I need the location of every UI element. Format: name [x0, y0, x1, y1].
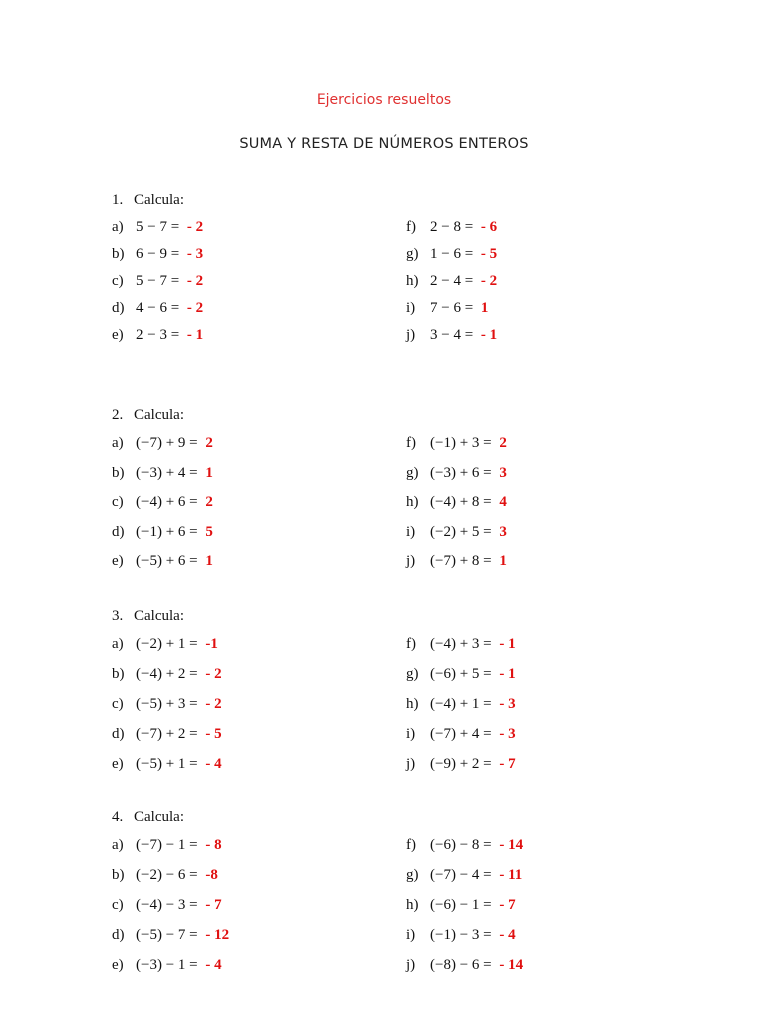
- item-label: i): [406, 927, 416, 943]
- exercise-item: [112, 927, 229, 944]
- item-label: f): [406, 435, 416, 451]
- item-answer: - 2: [186, 219, 204, 235]
- section-heading: [112, 407, 184, 424]
- item-expression: (−6) − 8 =: [430, 837, 492, 853]
- item-label: e): [112, 957, 124, 973]
- item-expression: (−7) + 9 =: [136, 435, 198, 451]
- item-label: j): [406, 957, 416, 973]
- section-label: Calcula:: [134, 192, 184, 208]
- exercise-item: [406, 927, 516, 944]
- subtitle: Ejercicios resueltos: [316, 92, 452, 108]
- item-answer: - 4: [205, 756, 222, 772]
- item-expression: (−8) − 6 =: [430, 957, 492, 973]
- item-answer: - 4: [499, 927, 516, 943]
- item-expression: (−1) − 3 =: [430, 927, 492, 943]
- section-heading: [112, 608, 184, 625]
- exercise-item: [406, 219, 497, 236]
- item-answer: 3: [499, 523, 507, 540]
- item-answer: - 11: [499, 867, 523, 883]
- item-answer: - 3: [186, 246, 204, 262]
- item-answer: - 3: [499, 696, 516, 712]
- item-answer: 2: [205, 494, 213, 510]
- item-label: d): [112, 726, 125, 742]
- item-answer: - 1: [480, 327, 498, 343]
- item-answer: - 8: [205, 837, 222, 853]
- item-answer: -1: [205, 636, 218, 652]
- item-label: h): [406, 273, 419, 289]
- item-label: c): [112, 696, 124, 712]
- item-answer: - 1: [499, 636, 516, 652]
- item-label: a): [112, 219, 124, 235]
- item-expression: 2 − 3 =: [136, 327, 180, 343]
- item-label: b): [112, 666, 125, 682]
- item-label: f): [406, 636, 416, 652]
- section-label: Calcula:: [134, 608, 184, 624]
- item-label: j): [406, 553, 416, 569]
- item-answer: 5: [205, 523, 213, 540]
- exercise-item: [112, 219, 203, 236]
- item-label: f): [406, 219, 416, 235]
- item-label: d): [112, 300, 125, 316]
- item-label: f): [406, 837, 416, 853]
- exercise-item: [112, 494, 213, 511]
- item-label: i): [406, 300, 416, 316]
- exercise-item: [112, 465, 213, 482]
- exercise-item: [112, 327, 203, 344]
- item-label: b): [112, 246, 125, 262]
- item-expression: (−7) + 8 =: [430, 553, 492, 569]
- item-expression: (−5) + 1 =: [136, 756, 198, 772]
- item-expression: (−7) + 2 =: [136, 726, 198, 742]
- exercise-item: [112, 246, 203, 263]
- item-label: a): [112, 435, 124, 451]
- item-expression: 3 − 4 =: [430, 327, 474, 343]
- exercise-item: [406, 465, 507, 482]
- item-expression: 6 − 9 =: [136, 246, 180, 262]
- item-answer: - 14: [499, 957, 524, 973]
- item-label: g): [406, 246, 419, 262]
- item-label: b): [112, 464, 125, 481]
- exercise-item: [112, 756, 222, 773]
- exercise-item: [406, 300, 488, 317]
- item-expression: 2 − 8 =: [430, 219, 474, 235]
- item-answer: - 14: [499, 837, 524, 853]
- item-expression: (−4) + 1 =: [430, 696, 492, 712]
- item-expression: (−2) + 1 =: [136, 636, 198, 652]
- item-answer: - 3: [499, 726, 516, 742]
- item-answer: - 2: [480, 273, 498, 289]
- item-expression: (−5) + 6 =: [136, 553, 198, 569]
- item-label: h): [406, 897, 419, 913]
- item-expression: (−6) − 1 =: [430, 897, 492, 913]
- item-expression: 5 − 7 =: [136, 219, 180, 235]
- item-expression: (−3) + 6 =: [430, 464, 492, 481]
- exercise-item: [406, 636, 516, 653]
- item-label: h): [406, 696, 419, 712]
- exercise-item: [406, 494, 507, 511]
- exercise-item: [406, 726, 516, 743]
- item-expression: 2 − 4 =: [430, 273, 474, 289]
- item-expression: (−4) + 8 =: [430, 494, 492, 510]
- exercise-item: [406, 553, 507, 570]
- item-answer: - 6: [480, 219, 498, 235]
- exercise-item: [406, 897, 516, 914]
- item-answer: - 2: [186, 300, 204, 316]
- item-answer: 2: [205, 435, 213, 451]
- item-label: b): [112, 867, 125, 883]
- item-answer: - 5: [205, 726, 222, 742]
- item-expression: (−1) + 6 =: [136, 523, 198, 540]
- item-expression: (−4) − 3 =: [136, 897, 198, 913]
- exercise-item: [406, 696, 516, 713]
- item-answer: - 2: [205, 666, 222, 682]
- section-number: 4.: [112, 809, 124, 825]
- item-label: e): [112, 327, 124, 343]
- item-expression: 1 − 6 =: [430, 246, 474, 262]
- exercise-item: [112, 273, 203, 290]
- item-label: a): [112, 636, 124, 652]
- item-expression: (−5) − 7 =: [136, 927, 198, 943]
- item-answer: 4: [499, 494, 507, 510]
- item-answer: -8: [205, 867, 218, 883]
- exercise-item: [406, 273, 497, 290]
- item-label: i): [406, 726, 416, 742]
- item-expression: (−9) + 2 =: [430, 756, 492, 772]
- item-expression: (−7) − 4 =: [430, 867, 492, 883]
- exercise-item: [406, 327, 497, 344]
- exercise-item: [112, 957, 222, 974]
- item-label: j): [406, 327, 416, 343]
- item-expression: (−4) + 3 =: [430, 636, 492, 652]
- exercise-item: [406, 435, 507, 452]
- item-expression: (−5) + 3 =: [136, 696, 198, 712]
- item-answer: - 4: [205, 957, 222, 973]
- item-answer: - 2: [186, 273, 204, 289]
- item-expression: 7 − 6 =: [430, 300, 474, 316]
- item-label: a): [112, 837, 124, 853]
- section-heading: [112, 192, 184, 209]
- exercise-item: [406, 957, 523, 974]
- item-answer: - 7: [499, 756, 516, 772]
- item-expression: (−3) − 1 =: [136, 957, 198, 973]
- item-label: d): [112, 927, 125, 943]
- item-label: g): [406, 464, 419, 481]
- exercise-item: [406, 837, 523, 854]
- item-expression: (−4) + 6 =: [136, 494, 198, 510]
- item-expression: 5 − 7 =: [136, 273, 180, 289]
- item-label: e): [112, 756, 124, 772]
- exercise-item: [112, 837, 222, 854]
- item-label: c): [112, 494, 124, 510]
- section-number: 2.: [112, 407, 124, 423]
- page-title: SUMA Y RESTA DE NÚMEROS ENTEROS: [239, 136, 529, 152]
- item-label: g): [406, 867, 419, 883]
- item-expression: (−4) + 2 =: [136, 666, 198, 682]
- item-expression: (−1) + 3 =: [430, 435, 492, 451]
- item-label: c): [112, 897, 124, 913]
- item-answer: - 1: [186, 327, 204, 343]
- item-expression: (−2) − 6 =: [136, 867, 198, 883]
- exercise-item: [112, 524, 213, 541]
- item-answer: - 7: [205, 897, 222, 913]
- item-label: g): [406, 666, 419, 682]
- item-answer: 3: [499, 464, 507, 481]
- section-number: 3.: [112, 608, 124, 624]
- item-label: c): [112, 273, 124, 289]
- item-answer: 1: [205, 553, 213, 569]
- item-answer: - 7: [499, 897, 516, 913]
- exercise-item: [112, 897, 222, 914]
- item-answer: - 5: [480, 246, 498, 262]
- item-answer: 1: [499, 553, 507, 569]
- item-expression: (−7) + 4 =: [430, 726, 492, 742]
- exercise-item: [112, 553, 213, 570]
- exercise-item: [112, 636, 218, 653]
- item-answer: 2: [499, 435, 507, 451]
- section-number: 1.: [112, 192, 124, 208]
- section-label: Calcula:: [134, 809, 184, 825]
- item-expression: (−6) + 5 =: [430, 666, 492, 682]
- item-answer: - 12: [205, 927, 230, 943]
- item-label: e): [112, 553, 124, 569]
- exercise-item: [112, 867, 218, 884]
- exercise-item: [406, 524, 507, 541]
- item-label: d): [112, 523, 125, 540]
- item-expression: (−3) + 4 =: [136, 464, 198, 481]
- item-label: j): [406, 756, 416, 772]
- item-expression: (−7) − 1 =: [136, 837, 198, 853]
- exercise-item: [112, 666, 222, 683]
- exercise-item: [406, 756, 516, 773]
- item-expression: (−2) + 5 =: [430, 523, 492, 540]
- item-label: h): [406, 494, 419, 510]
- section-heading: [112, 809, 184, 826]
- exercise-item: [112, 726, 222, 743]
- item-answer: - 1: [499, 666, 516, 682]
- exercise-item: [406, 666, 516, 683]
- item-expression: 4 − 6 =: [136, 300, 180, 316]
- item-label: i): [406, 523, 416, 540]
- exercise-item: [112, 696, 222, 713]
- exercise-item: [112, 300, 203, 317]
- section-label: Calcula:: [134, 407, 184, 423]
- item-answer: 1: [205, 464, 213, 481]
- exercise-item: [406, 246, 497, 263]
- item-answer: 1: [480, 300, 489, 316]
- exercise-item: [406, 867, 522, 884]
- item-answer: - 2: [205, 696, 222, 712]
- exercise-item: [112, 435, 213, 452]
